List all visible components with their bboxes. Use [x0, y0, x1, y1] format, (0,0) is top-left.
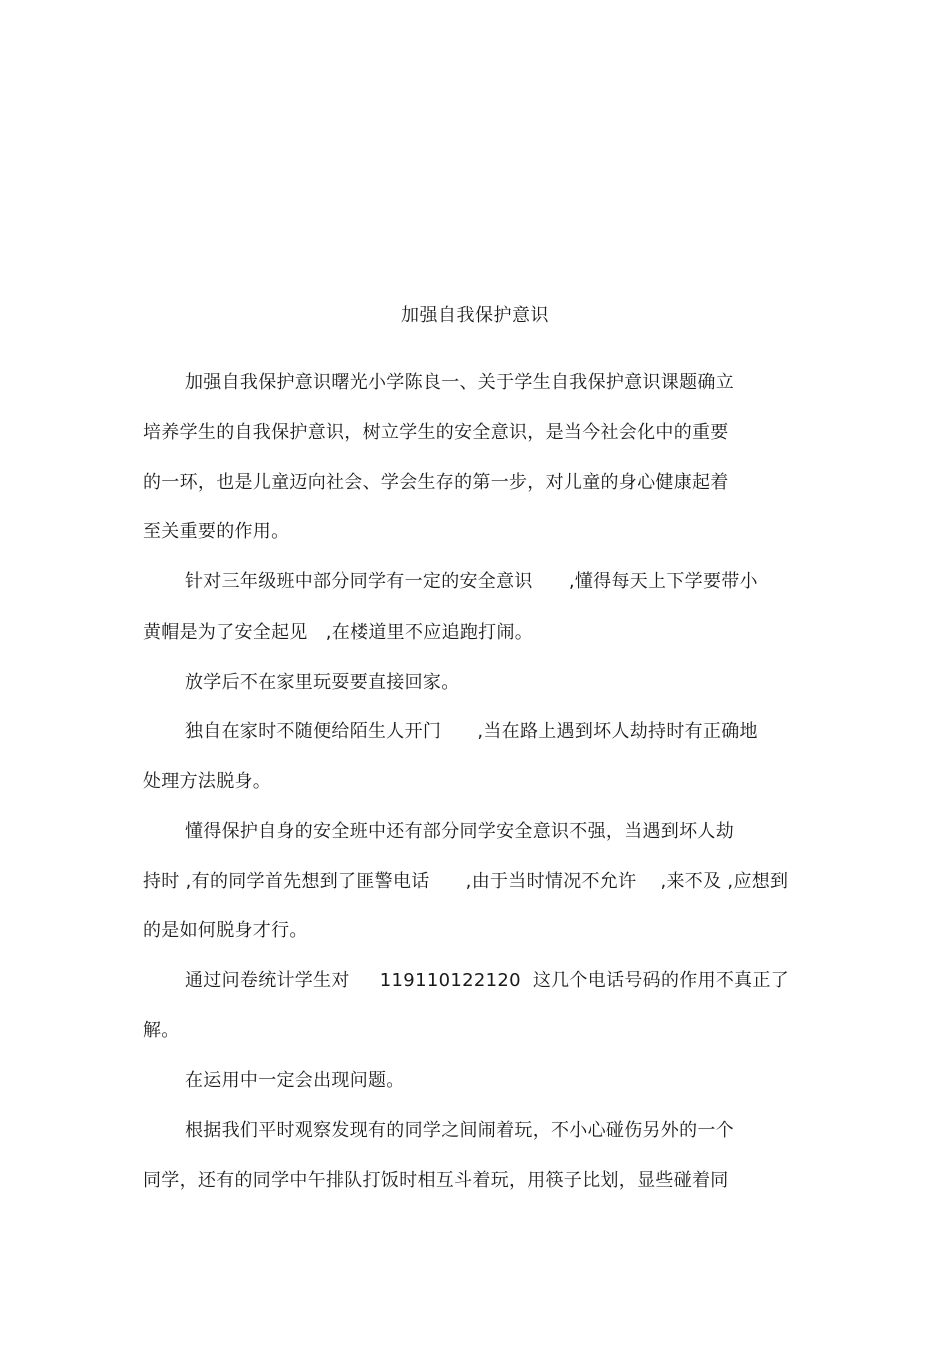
- document-title: 加强自我保护意识: [401, 305, 549, 326]
- paragraph-line: 针对三年级班中部分同学有一定的安全意识 ,懂得每天上下学要带小: [185, 571, 758, 592]
- paragraph-line: 根据我们平时观察发现有的同学之间闹着玩，不小心碰伤另外的一个: [185, 1120, 734, 1141]
- paragraph-line: 培养学生的自我保护意识，树立学生的安全意识，是当今社会化中的重要: [143, 422, 729, 443]
- paragraph-line: 独自在家时不随便给陌生人开门 ,当在路上遇到坏人劫持时有正确地: [185, 721, 758, 742]
- paragraph-line: 的一环，也是儿童迈向社会、学会生存的第一步，对儿童的身心健康起着: [143, 472, 729, 493]
- paragraph-line: 加强自我保护意识曙光小学陈良一、关于学生自我保护意识课题确立: [185, 372, 734, 393]
- paragraph-line: 黄帽是为了安全起见 ,在楼道里不应追跑打闹。: [143, 622, 534, 643]
- paragraph-line: 至关重要的作用。: [143, 521, 290, 542]
- paragraph-line: 通过问卷统计学生对 119110122120 这几个电话号码的作用不真正了: [185, 970, 790, 991]
- paragraph-line: 放学后不在家里玩耍要直接回家。: [185, 672, 460, 693]
- paragraph-line: 持时 ,有的同学首先想到了匪警电话 ,由于当时情况不允许 ,来不及 ,应想到: [143, 871, 789, 892]
- paragraph-line: 在运用中一定会出现问题。: [185, 1070, 405, 1091]
- paragraph-line: 处理方法脱身。: [143, 771, 272, 792]
- paragraph-line: 的是如何脱身才行。: [143, 920, 308, 941]
- paragraph-line: 解。: [143, 1020, 180, 1041]
- paragraph-line: 同学，还有的同学中午排队打饭时相互斗着玩，用筷子比划，显些碰着同: [143, 1170, 729, 1191]
- paragraph-line: 懂得保护自身的安全班中还有部分同学安全意识不强，当遇到坏人劫: [185, 821, 734, 842]
